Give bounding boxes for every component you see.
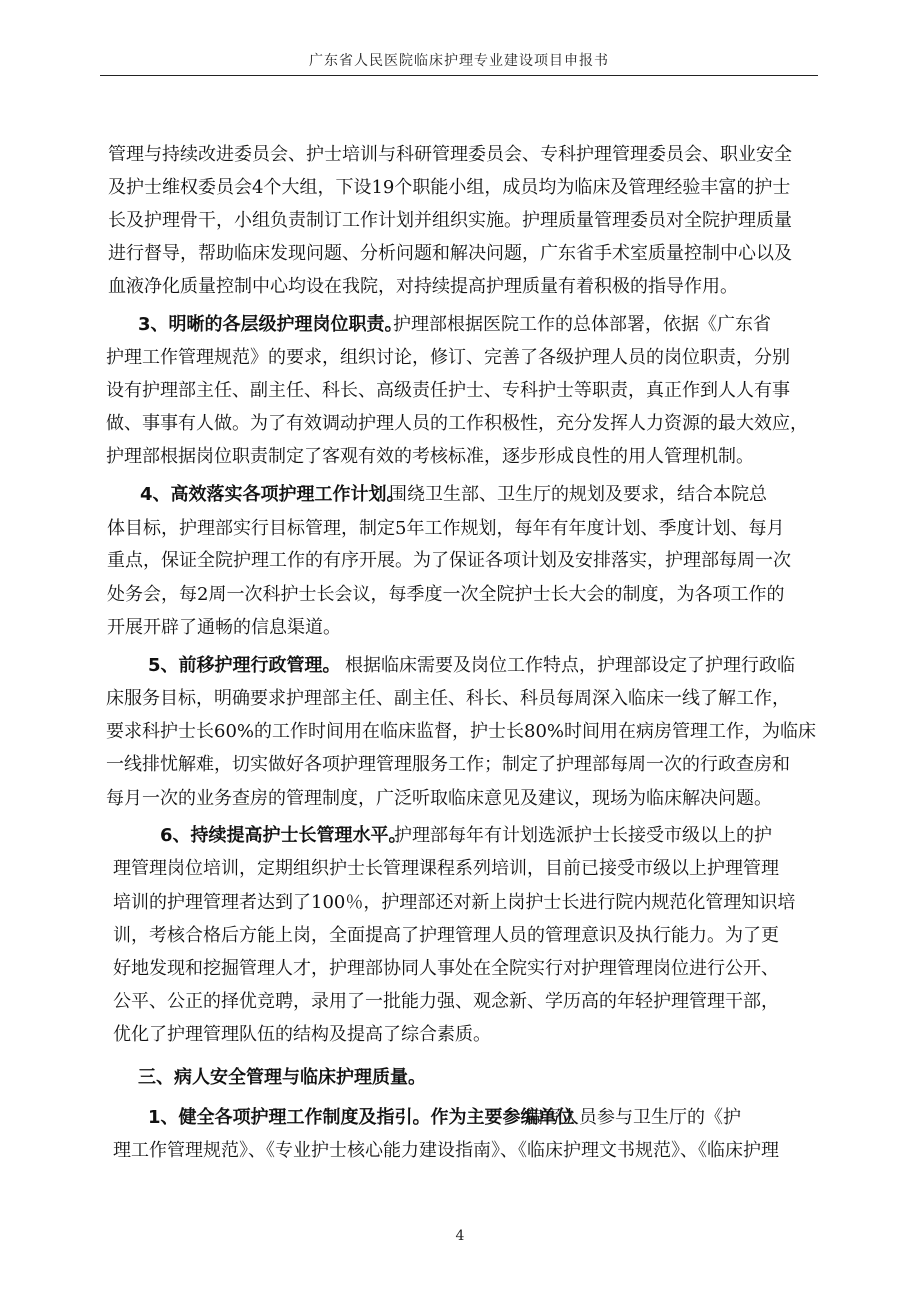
paragraph-line: 护理部每年有计划选派护士长接受市级以上的护 [394,825,772,846]
paragraph-line: 围绕卫生部、卫生厅的规划及要求，结合本院总 [389,484,767,505]
paragraph-line: 管理与持续改进委员会、护士培训与科研管理委员会、专科护理管理委员会、职业安全 [108,144,792,165]
paragraph-line: 及护士维权委员会4个大组，下设19个职能小组，成员均为临床及管理经验丰富的护士 [108,177,791,198]
section-heading: 5、前移护理行政管理。 [148,655,341,676]
paragraph-line: 护理工作管理规范》的要求，组织讨论，修订、完善了各级护理人员的岗位职责，分别 [106,347,790,368]
paragraph-line: 做、事事有人做。为了有效调动护理人员的工作积极性，充分发挥人力资源的最大效应， [106,413,808,434]
paragraph-line: 公平、公正的择优竞聘，录用了一批能力强、观念新、学历高的年轻护理管理干部， [113,991,779,1012]
paragraph-line: 好地发现和挖掘管理人才，护理部协同人事处在全院实行对护理管理岗位进行公开、 [113,958,779,979]
paragraph-line: 体目标，护理部实行目标管理，制定5年工作规划，每年有年度计划、季度计划、每月 [107,518,785,539]
paragraph-line: 训，考核合格后方能上岗，全面提高了护理管理人员的管理意识及执行能力。为了更 [113,925,779,946]
paragraph-line: 每月一次的业务查房的管理制度，广泛听取临床意见及建议，现场为临床解决问题。 [106,788,772,809]
paragraph-line: 护理部根据医院工作的总体部署，依据《广东省 [393,314,771,335]
paragraph-line: 血液净化质量控制中心均设在我院，对持续提高护理质量有着积极的指导作用。 [108,276,738,297]
paragraph-line: 一线排忧解难，切实做好各项护理管理服务工作；制定了护理部每周一次的行政查房和 [106,754,790,775]
paragraph-line: 开展开辟了通畅的信息渠道。 [107,617,341,638]
paragraph-line: 重点，保证全院护理工作的有序开展。为了保证各项计划及安排落实，护理部每周一次 [107,550,791,571]
section-heading: 1、健全各项护理工作制度及指引。作为主要参编单位 [148,1107,575,1128]
page-number: 4 [455,1228,465,1244]
paragraph-line: 优化了护理管理队伍的结构及提高了综合素质。 [113,1024,491,1045]
section-heading: 4、高效落实各项护理工作计划。 [140,484,405,505]
paragraph-line: 护理部根据岗位职责制定了客观有效的考核标准，逐步形成良性的用人管理机制。 [106,446,754,467]
paragraph-line: 床服务目标，明确要求护理部主任、副主任、科长、科员每周深入临床一线了解工作， [106,688,790,709]
paragraph-line: 处务会，每2周一次科护士长会议，每季度一次全院护士长大会的制度，为各项工作的 [107,584,785,605]
paragraph-line: 理工作管理规范》、《专业护士核心能力建设指南》、《临床护理文书规范》、《临床护理 [113,1140,779,1161]
header-divider [100,75,818,76]
paragraph-line: 根据临床需要及岗位工作特点，护理部设定了护理行政临 [345,655,795,676]
section-heading: 三、病人安全管理与临床护理质量。 [138,1067,426,1088]
running-header: 广东省人民医院临床护理专业建设项目申报书 [309,53,609,69]
paragraph-line: 长及护理骨干，小组负责制订工作计划并组织实施。护理质量管理委员对全院护理质量 [108,210,792,231]
paragraph-line: 进行督导，帮助临床发现问题、分析问题和解决问题，广东省手术室质量控制中心以及 [108,243,792,264]
paragraph-line: 理管理岗位培训，定期组织护士长管理课程系列培训，目前已接受市级以上护理管理 [113,858,779,879]
section-heading: 6、持续提高护士长管理水平。 [160,825,407,846]
section-heading: 3、明晰的各层级护理岗位职责。 [138,314,403,335]
paragraph-line: 要求科护士长60%的工作时间用在临床监督，护士长80%时间用在病房管理工作，为临床 [106,721,817,742]
paragraph-line: 培训的护理管理者达到了100％，护理部还对新上岗护士长进行院内规范化管理知识培 [113,892,796,913]
paragraph-line: 设有护理部主任、副主任、科长、高级责任护士、专科护士等职责，真正作到人人有事 [106,380,790,401]
paragraph-line: 编写人员参与卫生厅的《护 [525,1107,741,1128]
